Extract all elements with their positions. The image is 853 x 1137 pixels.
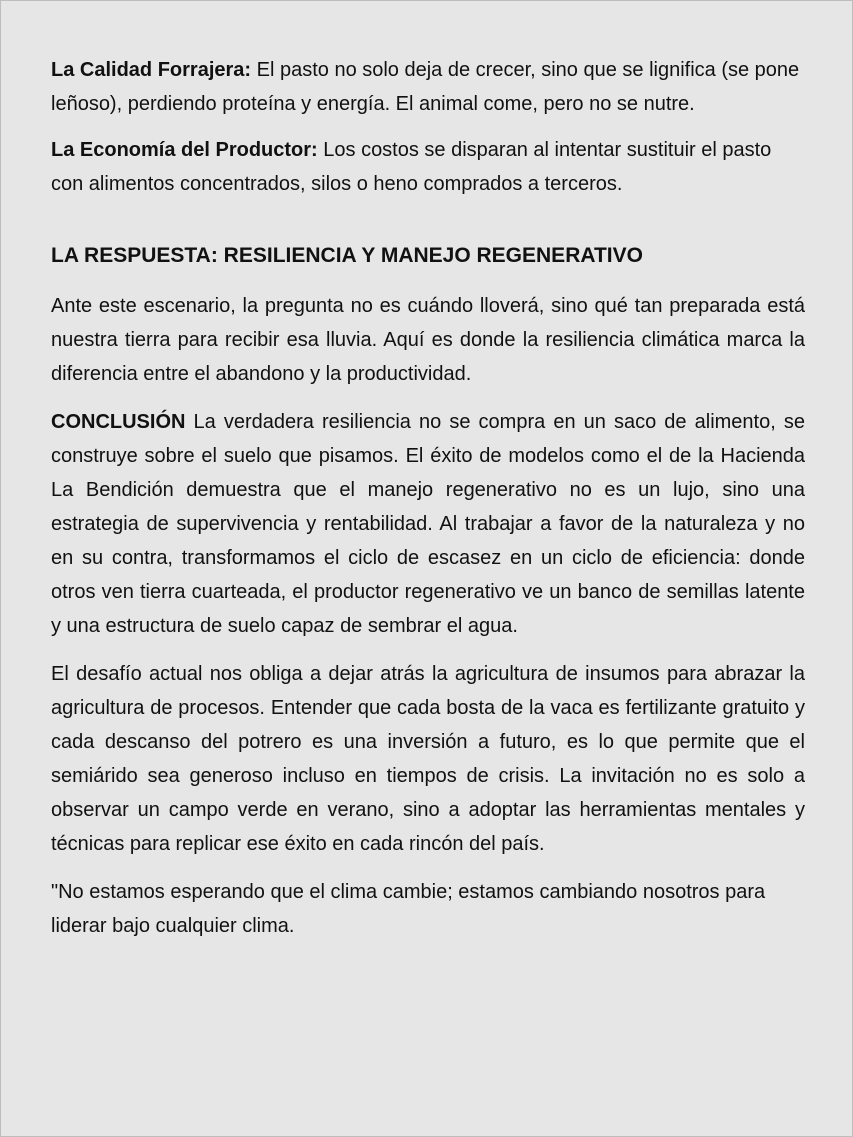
text-calidad-forrajera: El pasto no solo deja de crecer, sino que se lignifica (se pone leñoso), perdiendo proteína y energía. El animal come, pero no se nutre. bbox=[51, 59, 800, 115]
paragraph-desafio: El desafío actual nos obliga a dejar atrás la agricultura de insumos para abrazar la agricultura de procesos. Entender que cada bosta de la vaca es fertilizante gratuito y cada descanso del potrero es una inversión a futuro, es lo que permite que el semiárido sea generoso incluso en tiempos de crisis. La invitación no es solo a observar un campo verde en verano, sino a adoptar las herramientas mentales y técnicas para replicar ese éxito en cada rincón del país. bbox=[51, 663, 805, 855]
paragraph-respuesta: Ante este escenario, la pregunta no es cuándo lloverá, sino qué tan preparada está nuestra tierra para recibir esa lluvia. Aquí es donde la resiliencia climática marca la diferencia entre el abandono y la productividad. bbox=[51, 295, 805, 385]
paragraph-cita: "No estamos esperando que el clima cambie; estamos cambiando nosotros para liderar bajo cualquier clima. bbox=[51, 881, 766, 937]
paragraph-conclusion bbox=[51, 405, 805, 643]
document-body bbox=[51, 53, 805, 943]
section-heading: LA RESPUESTA: RESILIENCIA Y MANEJO REGENERATIVO bbox=[51, 244, 643, 267]
lead-calidad-forrajera: La Calidad Forrajera: bbox=[51, 59, 252, 81]
lead-conclusion: CONCLUSIÓN bbox=[51, 411, 186, 433]
lead-economia-productor: La Economía del Productor: bbox=[51, 139, 318, 161]
paragraph-economia-productor bbox=[51, 133, 805, 201]
text-economia-productor: Los costos se disparan al intentar sustituir el pasto con alimentos concentrados, silos o heno comprados a terceros. bbox=[51, 139, 772, 195]
paragraph-calidad-forrajera bbox=[51, 53, 805, 121]
text-conclusion: La verdadera resiliencia no se compra en un saco de alimento, se construye sobre el suelo que pisamos. El éxito de modelos como el de la Hacienda La Bendición demuestra que el manejo regenerativo no es un lujo, sino una estrategia de supervivencia y rentabilidad. Al trabajar a favor de la naturaleza y no en su contra, transformamos el ciclo de escasez en un ciclo de eficiencia: donde otros ven tierra cuarteada, el productor regenerativo ve un banco de semillas latente y una estructura de suelo capaz de sembrar el agua. bbox=[51, 411, 805, 637]
